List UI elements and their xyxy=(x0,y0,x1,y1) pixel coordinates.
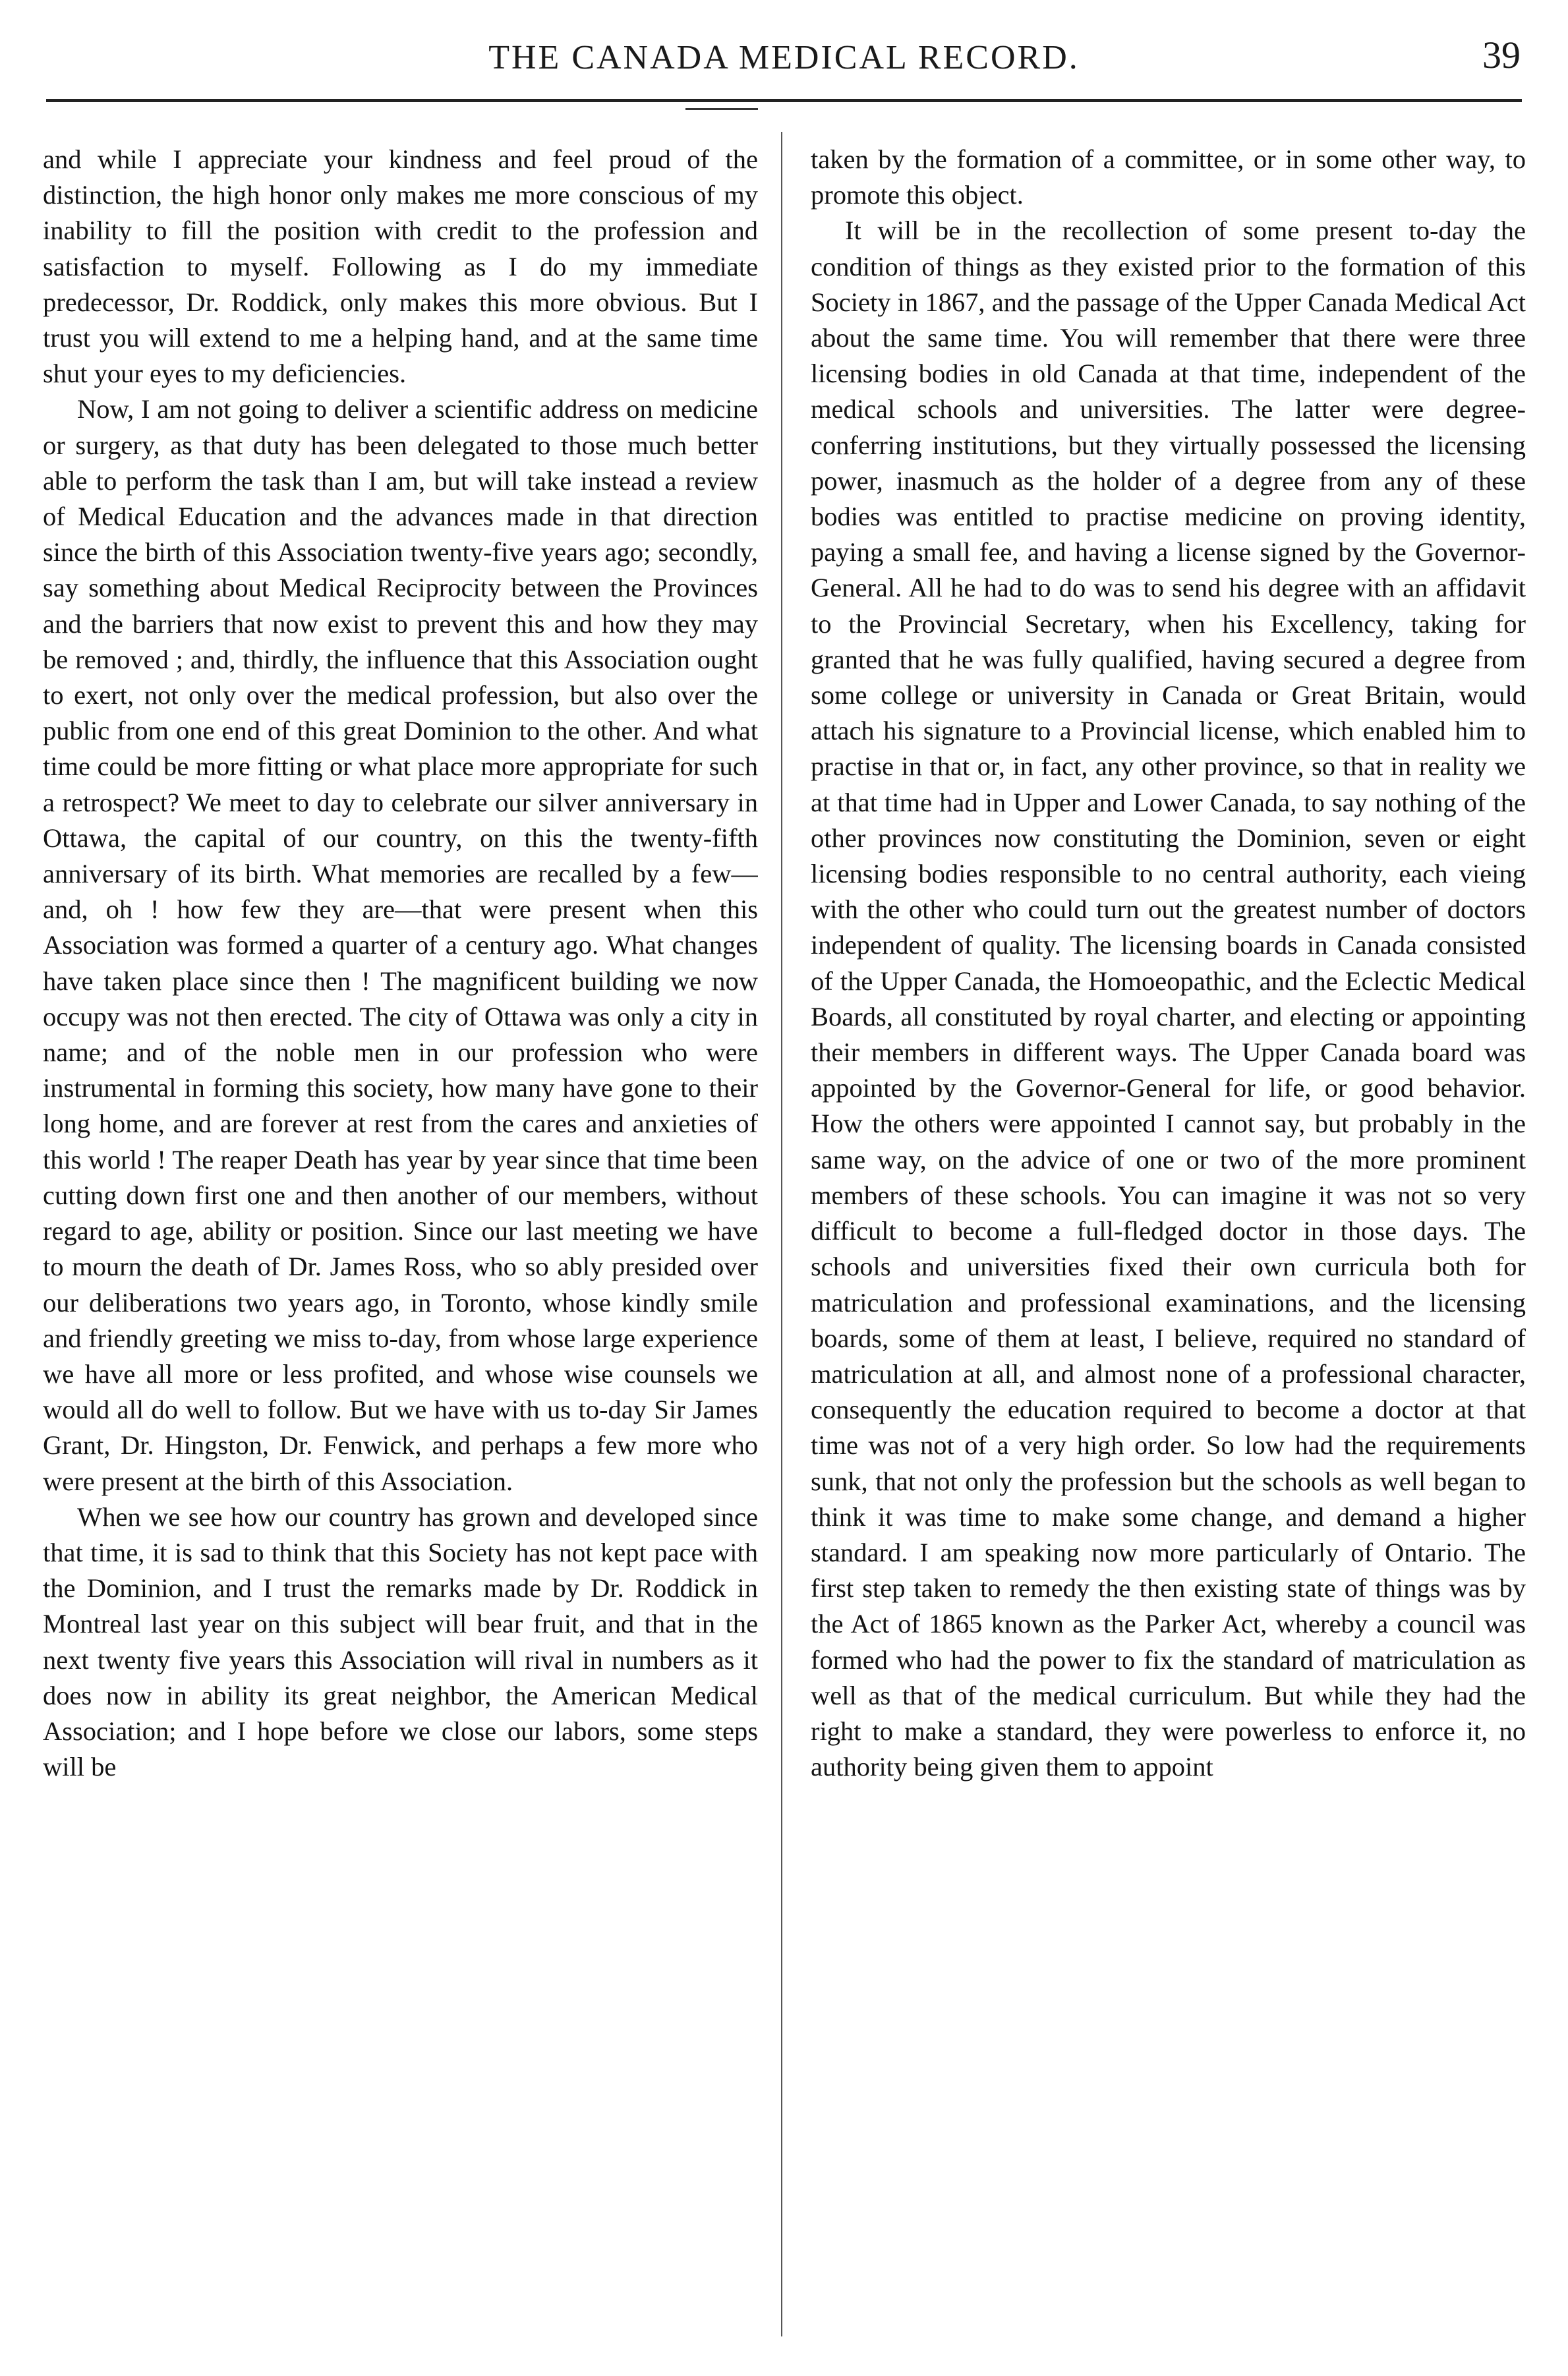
paragraph: It will be in the recollection of some present to-day the condition of things as they existed prior to the formation of this Society in 1867, and the passage of the Upper Canada Medical Act about the same time. You will remember that there were three licensing bodies in old Canada at that time, independent of the medical schools and universities. The latter were degree-conferring institutions, but they virtually possessed the licensing power, inasmuch as the holder of a degree from any of these bodies was entitled to practise medicine on proving identity, paying a small fee, and having a license signed by the Governor-General. All he had to do was to send his degree with an affidavit to the Provincial Secretary, when his Excellency, taking for granted that he was fully qualified, having secured a degree from some college or university in Canada or Great Britain, would attach his signature to a Provincial license, which enabled him to practise in that or, in fact, any other province, so that in reality we at that time had in Upper and Lower Canada, to say nothing of the other provinces now constituting the Dominion, seven or eight licensing bodies responsible to no central authority, each vieing with the other who could turn out the greatest number of doctors independent of quality. The licensing boards in Canada consisted of the Upper Canada, the Homoeopathic, and the Eclectic Medical Boards, all constituted by royal charter, and electing or appointing their members in different ways. The Upper Canada board was appointed by the Governor-General for life, or good behavior. How the others were appointed I cannot say, but probably in the same way, on the advice of one or two of the more prominent members of these schools. You can imagine it was not so very difficult to become a full-fledged doctor in those days. The schools and universities fixed their own curricula both for matriculation and professional examinations, and the licensing boards, some of them at least, I believe, required no standard of matriculation at all, and almost none of a professional character, consequently the education required to become a doctor at that time was not of a very high order. So low had the requirements sunk, that not only the profession but the schools as well began to think it was time to make some change, and demand a higher standard. I am speaking now more particularly of Ontario. The first step taken to remedy the then existing state of things was by the Act of 1865 known as the Parker Act, whereby a council was formed who had the power to fix the standard of matriculation as well as that of the medical curriculum. But while they had the right to make a standard, they were powerless to enforce it, no authority being given them to appoint xyxy=(811,216,1526,1782)
header-ornament-rule xyxy=(685,108,758,110)
paragraph: When we see how our country has grown and developed since that time, it is sad to think that this Society has not kept pace with the Dominion, and I trust the remarks made by Dr. Roddick in Montreal last year on this subject will bear fruit, and that in the next twenty five years this Association will rival in numbers as it does now in ability its great neighbor, the American Medical Association; and I hope before we close our labors, some steps will be xyxy=(43,1501,758,1782)
paragraph: taken by the formation of a committee, or in some other way, to promote this object. xyxy=(811,144,1526,210)
paragraph: Now, I am not going to deliver a scientific address on medicine or surgery, as that duty has been delegated to those much better able to perform the task than I am, but will take instead a review of Medical Education and the advances made in that direction since the birth of this Association twenty-five years ago; secondly, say something about Medical Reciprocity between the Provinces and the barriers that now exist to prevent this and how they may be removed ; and, thirdly, the influence that this Association ought to exert, not only over the medical profession, but also over the public from one end of this great Dominion to the other. And what time could be more fitting or what place more appropriate for such a retrospect? We meet to day to celebrate our silver anniversary in Ottawa, the capital of our country, on this the twenty-fifth anniversary of its birth. What memories are recalled by a few—and, oh ! how few they are—that were present when this Association was formed a quarter of a century ago. What changes have taken place since then ! The magnificent building we now occupy was not then erected. The city of Ottawa was only a city in name; and of the noble men in our profession who were instrumental in forming this society, how many have gone to their long home, and are forever at rest from the cares and anxieties of this world ! The reaper Death has year by year since that time been cutting down first one and then another of our members, without regard to age, ability or position. Since our last meeting we have to mourn the death of Dr. James Ross, who so ably presided over our deliberations two years ago, in Toronto, whose kindly smile and friendly greeting we miss to-day, from whose large experience we have all more or less profited, and whose wise counsels we would all do well to follow. But we have with us to-day Sir James Grant, Dr. Hingston, Dr. Fenwick, and perhaps a few more who were present at the birth of this Association. xyxy=(43,394,758,1496)
running-title: THE CANADA MEDICAL RECORD. xyxy=(488,39,1080,76)
paragraph: and while I appreciate your kindness and feel proud of the distinction, the high honor only makes me more conscious of my inability to fill the position with credit to the profession and satisfaction to myself. Following as I do my immediate predecessor, Dr. Roddick, only makes this more obvious. But I trust you will extend to me a helping hand, and at the same time shut your eyes to my deficiencies. xyxy=(43,144,758,389)
header-rule xyxy=(46,99,1522,102)
column-divider xyxy=(781,132,782,2336)
right-column xyxy=(811,142,1526,2343)
page-number: 39 xyxy=(1482,34,1521,76)
left-column xyxy=(43,142,758,2343)
page-header xyxy=(0,0,1568,112)
